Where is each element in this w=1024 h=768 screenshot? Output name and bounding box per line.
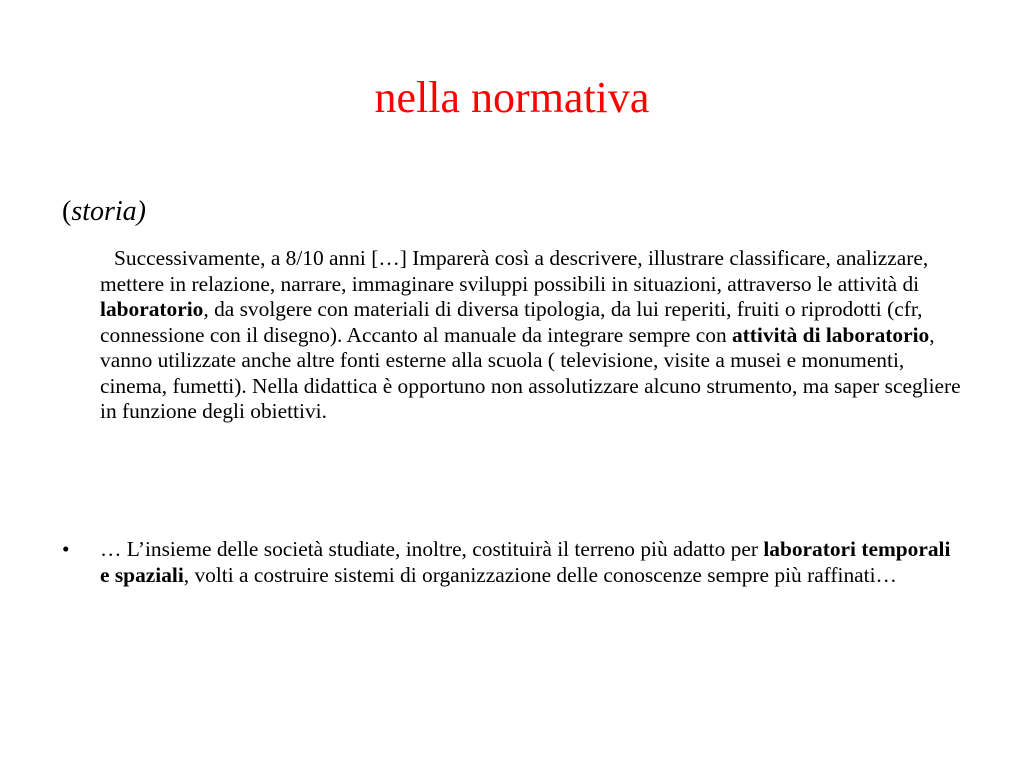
paragraph-text-3: , vanno utilizzate anche altre fonti esterne alla scuola ( televisione, visite a musei e monumenti, cinema, fumetti). Nella didattica è opportuno non assolutizzare alcuno strumento, ma saper scegliere in funzione degli obiettivi. (100, 322, 961, 423)
bullet-list (0, 537, 1024, 588)
paragraph-text-2: , da svolgere con materiali di diversa tipologia, da lui reperiti, fruiti o riprodotti (cfr, connessione con il disegno). Accanto al manuale da integrare sempre con (100, 297, 923, 347)
section-label-paren: ( (62, 196, 72, 227)
list-item (0, 537, 964, 588)
body-paragraph (100, 246, 964, 425)
bullet-bold-1: laboratori temporali e spaziali (100, 537, 951, 587)
slide-title: nella normativa (374, 73, 650, 122)
paragraph-text-1: Successivamente, a 8/10 anni […] Imparerà così a descrivere, illustrare classificare, analizzare, mettere in relazione, narrare, immaginare sviluppi possibili in situazioni, attraverso le attività di (100, 246, 929, 296)
bullet-text-2: , volti a costruire sistemi di organizzazione delle conoscenze sempre più raffinati… (183, 562, 897, 587)
bullet-text-1: … L’insieme delle società studiate, inoltre, costituirà il terreno più adatto per (100, 537, 764, 561)
paragraph-bold-1: laboratorio (100, 297, 204, 321)
bullet-marker: • (62, 537, 70, 561)
paragraph-bold-2: attività di laboratorio (731, 322, 930, 347)
section-label-text: storia) (71, 196, 147, 227)
section-label (62, 192, 146, 232)
